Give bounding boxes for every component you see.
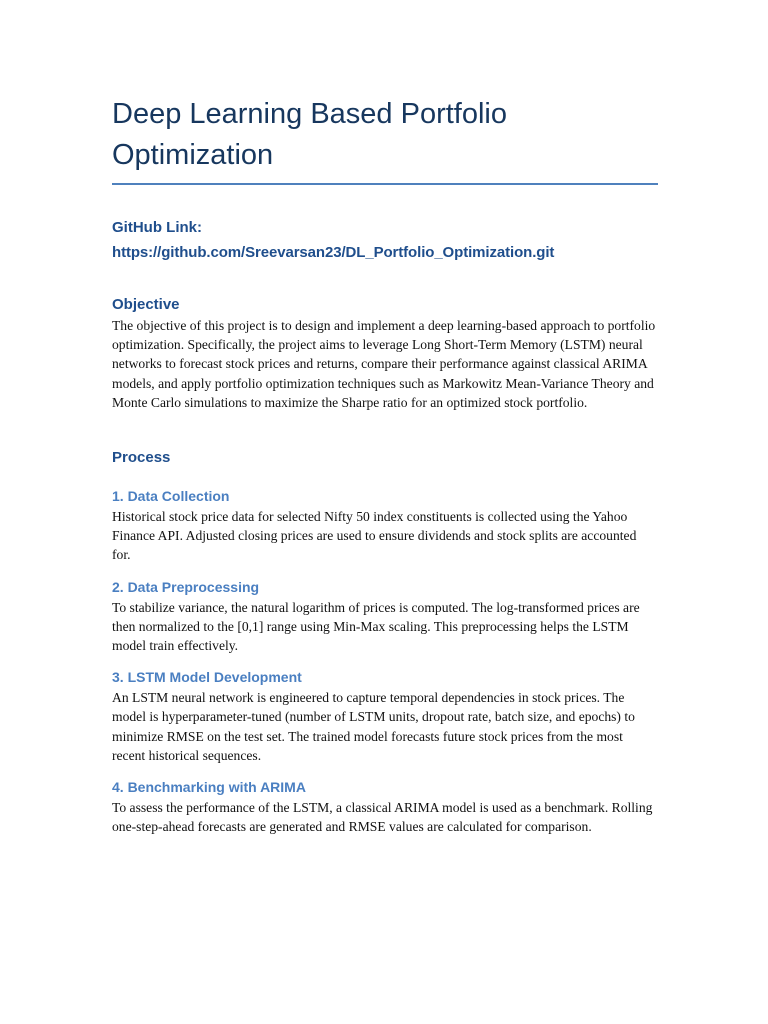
github-block (112, 215, 658, 265)
document-page (112, 94, 658, 836)
section-paragraph: Historical stock price data for selected Nifty 50 index constituents is collected using the Yahoo Finance API. Adjusted closing prices are used to ensure dividends and stock splits are accounted for. (112, 509, 637, 563)
github-label: GitHub Link: (112, 219, 202, 236)
section-heading: 4. Benchmarking with ARIMA (112, 779, 306, 796)
section-heading: 3. LSTM Model Development (112, 669, 302, 686)
section-paragraph: An LSTM neural network is engineered to capture temporal dependencies in stock prices. The model is hyperparameter-tuned (number of LSTM units, dropout rate, batch size, and epochs) to minimize RMSE on the test set. The trained model forecasts future stock prices from the most recent historical sequences. (112, 690, 635, 763)
section-heading: 1. Data Collection (112, 488, 230, 505)
github-link[interactable]: https://github.com/Sreevarsan23/DL_Portfolio_Optimization.git (112, 244, 555, 261)
objective-paragraph: The objective of this project is to design and implement a deep learning-based approach to portfolio optimization. Specifically, the project aims to leverage Long Short-Term Memory (LSTM) neural networks to forecast stock prices and returns, compare their performance against classical ARIMA models, and apply portfolio optimization techniques such as Markowitz Mean-Variance Theory and Monte Carlo simulations to maximize the Sharpe ratio for an optimized stock portfolio. (112, 318, 656, 410)
objective-heading: Objective (112, 296, 180, 313)
process-section-data-preprocessing (112, 578, 658, 656)
process-section-data-collection (112, 487, 658, 565)
process-heading: Process (112, 449, 171, 467)
section-paragraph: To assess the performance of the LSTM, a classical ARIMA model is used as a benchmark. Rolling one-step-ahead forecasts are generated and RMSE values are calculated for comparison. (112, 800, 653, 835)
title-divider (112, 183, 658, 185)
document-title: Deep Learning Based Portfolio Optimization (112, 98, 507, 171)
process-section-lstm-model-development (112, 668, 658, 765)
section-heading: 2. Data Preprocessing (112, 578, 260, 595)
section-paragraph: To stabilize variance, the natural logarithm of prices is computed. The log-transformed prices are then normalized to the [0,1] range using Min-Max scaling. This preprocessing helps the LSTM model train effectively. (112, 599, 640, 654)
process-section-benchmarking-arima (112, 778, 658, 836)
